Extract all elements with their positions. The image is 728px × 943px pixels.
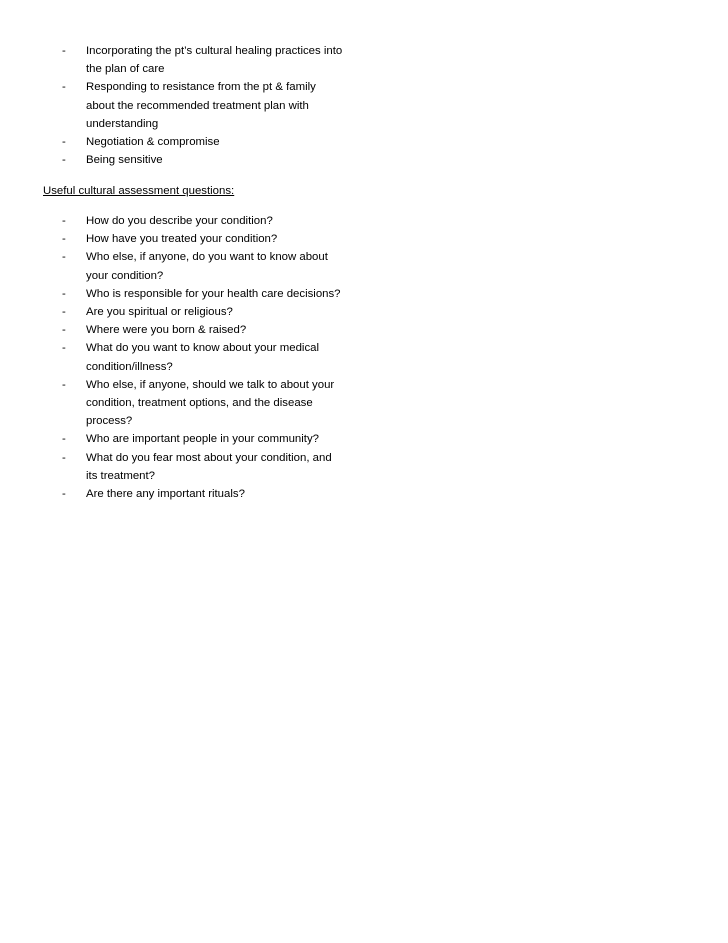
list-item (0, 430, 346, 448)
question-text: Who are important people in your community? (86, 433, 319, 446)
question-text: How have you treated your condition? (86, 233, 278, 246)
dash-bullet: - (62, 154, 66, 167)
list-item (0, 78, 346, 133)
list-item (0, 449, 346, 485)
assessment-questions-list (0, 212, 346, 503)
question-text: Who is responsible for your health care decisions? (86, 287, 341, 300)
list-item (0, 42, 346, 78)
dash-bullet: - (62, 306, 66, 319)
list-item (0, 376, 346, 431)
intro-bullet-list (0, 42, 346, 169)
dash-bullet: - (62, 136, 66, 149)
list-item-text: Responding to resistance from the pt & family about the recommended treatment plan with understanding (86, 81, 316, 130)
dash-bullet: - (62, 488, 66, 501)
list-item (0, 212, 346, 230)
question-text: Are there any important rituals? (86, 488, 245, 501)
dash-bullet: - (62, 251, 66, 264)
list-item-text: Incorporating the pt’s cultural healing practices into the plan of care (86, 45, 343, 76)
list-item (0, 303, 346, 321)
question-text: Where were you born & raised? (86, 324, 247, 337)
dash-bullet: - (62, 433, 66, 446)
list-item (0, 285, 346, 303)
dash-bullet: - (62, 215, 66, 227)
list-item (0, 151, 346, 169)
list-item (0, 321, 346, 339)
question-text: How do you describe your condition? (86, 215, 273, 227)
list-item (0, 133, 346, 151)
dash-bullet: - (62, 324, 66, 337)
question-text: What do you want to know about your medical condition/illness? (86, 342, 320, 373)
list-item (0, 230, 346, 248)
list-item (0, 339, 346, 375)
dash-bullet: - (62, 342, 66, 355)
dash-bullet: - (62, 378, 66, 391)
section-heading: Useful cultural assessment questions: (43, 185, 235, 197)
question-text: Are you spiritual or religious? (86, 306, 233, 319)
list-item (0, 485, 346, 503)
question-text: Who else, if anyone, do you want to know about your condition? (86, 251, 328, 282)
dash-bullet: - (62, 287, 66, 300)
dash-bullet: - (62, 81, 66, 94)
dash-bullet: - (62, 233, 66, 246)
question-text: Who else, if anyone, should we talk to about your condition, treatment options, and the disease process? (86, 378, 335, 428)
dash-bullet: - (62, 451, 66, 464)
list-item-text: Being sensitive (86, 154, 163, 167)
dash-bullet: - (62, 45, 66, 57)
list-item-text: Negotiation & compromise (86, 136, 220, 149)
question-text: What do you fear most about your condition, and its treatment? (86, 451, 332, 482)
list-item (0, 248, 346, 284)
